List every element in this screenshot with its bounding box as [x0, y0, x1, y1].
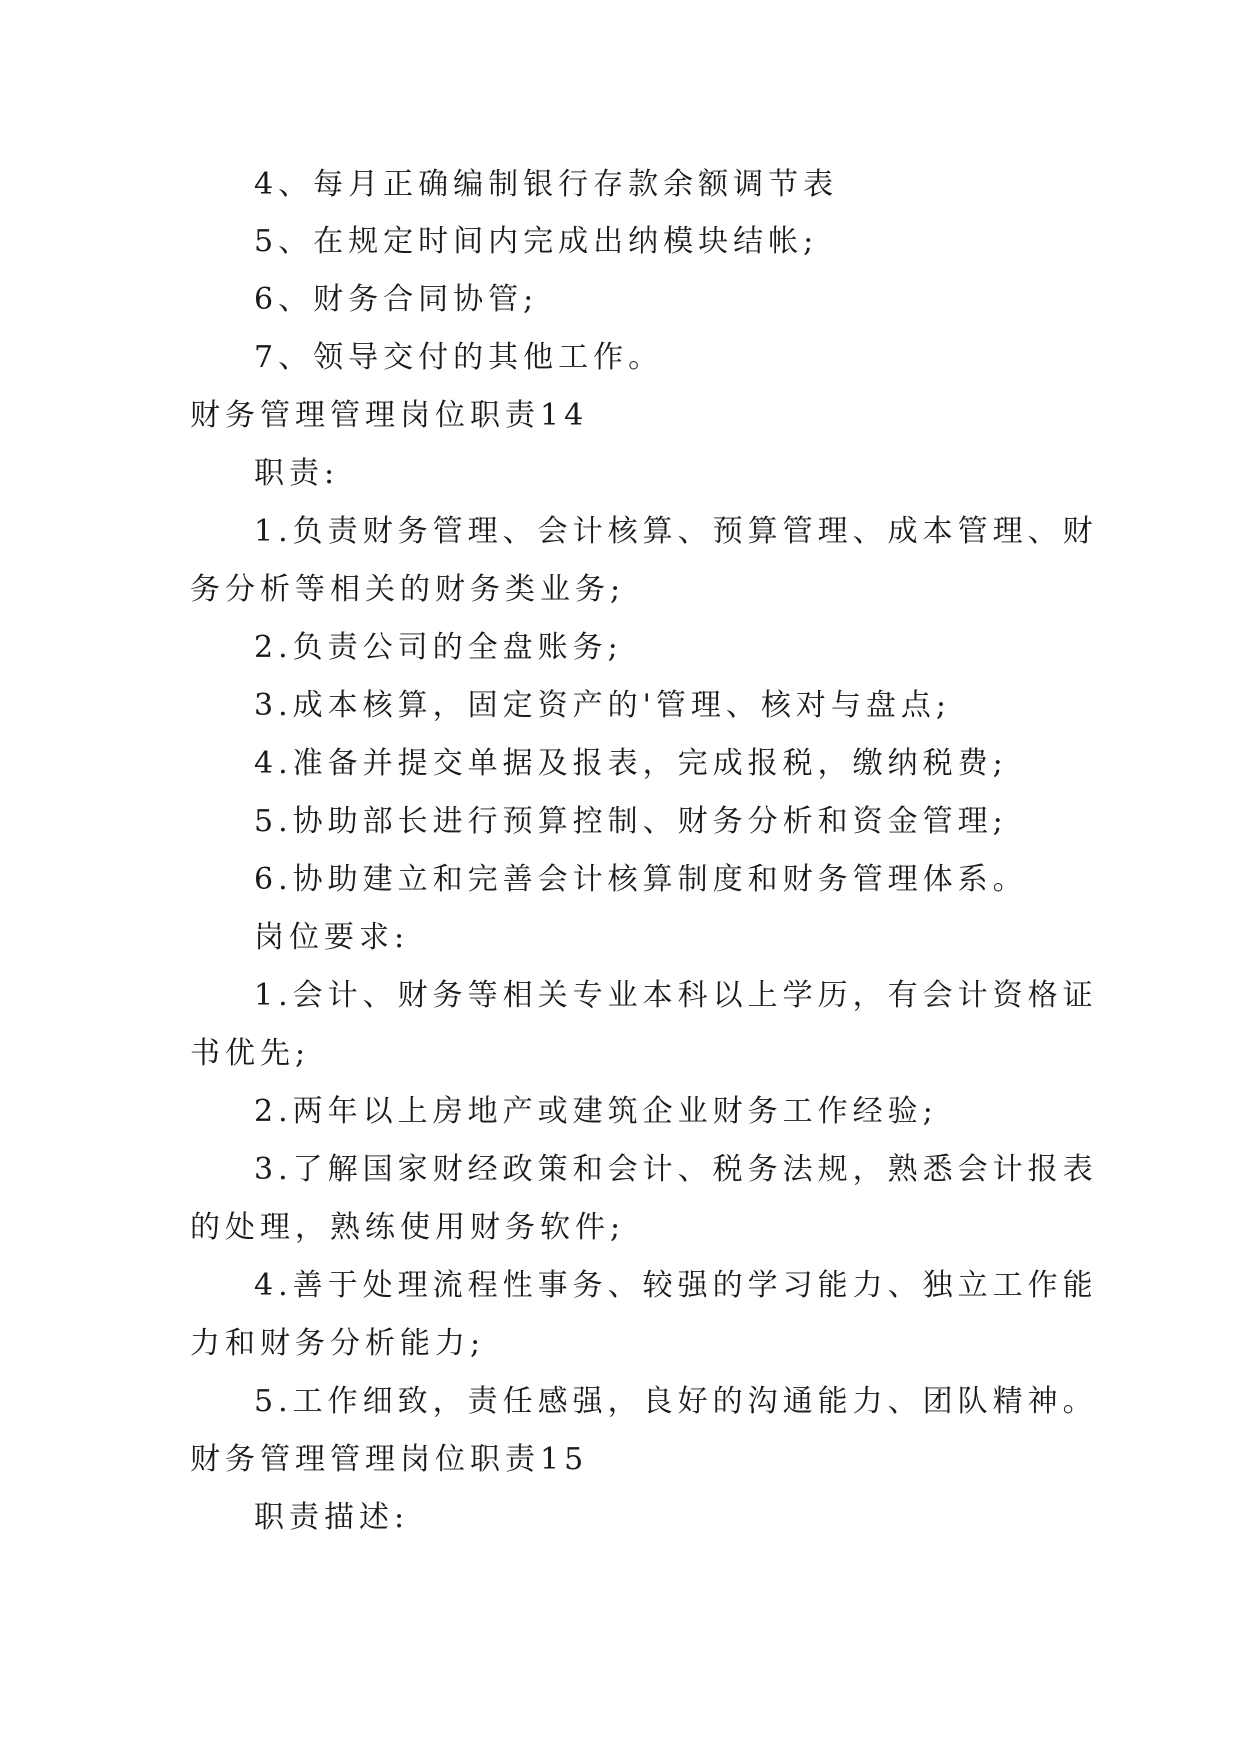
text-line: 3.了解国家财经政策和会计、税务法规，熟悉会计报表 — [254, 1152, 1098, 1187]
text-line: 1.会计、财务等相关专业本科以上学历，有会计资格证 — [254, 978, 1098, 1013]
text-line: 6、财务合同协管; — [254, 282, 539, 317]
text-line: 5、在规定时间内完成出纳模块结帐; — [254, 224, 819, 259]
text-line: 6.协助建立和完善会计核算制度和财务管理体系。 — [254, 862, 1028, 897]
subheading: 岗位要求: — [254, 920, 410, 955]
text-line: 5.协助部长进行预算控制、财务分析和资金管理; — [254, 804, 1008, 839]
text-line: 务分析等相关的财务类业务; — [190, 572, 626, 607]
text-line: 2.负责公司的全盘账务; — [254, 630, 623, 665]
text-line: 4.善于处理流程性事务、较强的学习能力、独立工作能 — [254, 1268, 1098, 1303]
text-line: 7、领导交付的其他工作。 — [254, 340, 664, 375]
text-line: 的处理，熟练使用财务软件; — [190, 1210, 626, 1245]
subheading: 职责: — [254, 456, 340, 491]
text-line: 1.负责财务管理、会计核算、预算管理、成本管理、财 — [254, 514, 1098, 549]
section-heading: 财务管理管理岗位职责14 — [190, 398, 589, 433]
text-line: 书优先; — [190, 1036, 311, 1071]
text-line: 5.工作细致，责任感强，良好的沟通能力、团队精神。 — [254, 1384, 1098, 1419]
text-line: 2.两年以上房地产或建筑企业财务工作经验; — [254, 1094, 938, 1129]
text-line: 力和财务分析能力; — [190, 1326, 486, 1361]
text-line: 4、每月正确编制银行存款余额调节表 — [254, 167, 839, 202]
text-line: 3.成本核算，固定资产的'管理、核对与盘点; — [254, 688, 951, 723]
section-heading: 财务管理管理岗位职责15 — [190, 1442, 589, 1477]
text-line: 4.准备并提交单据及报表，完成报税，缴纳税费; — [254, 746, 1008, 781]
subheading: 职责描述: — [254, 1500, 410, 1535]
